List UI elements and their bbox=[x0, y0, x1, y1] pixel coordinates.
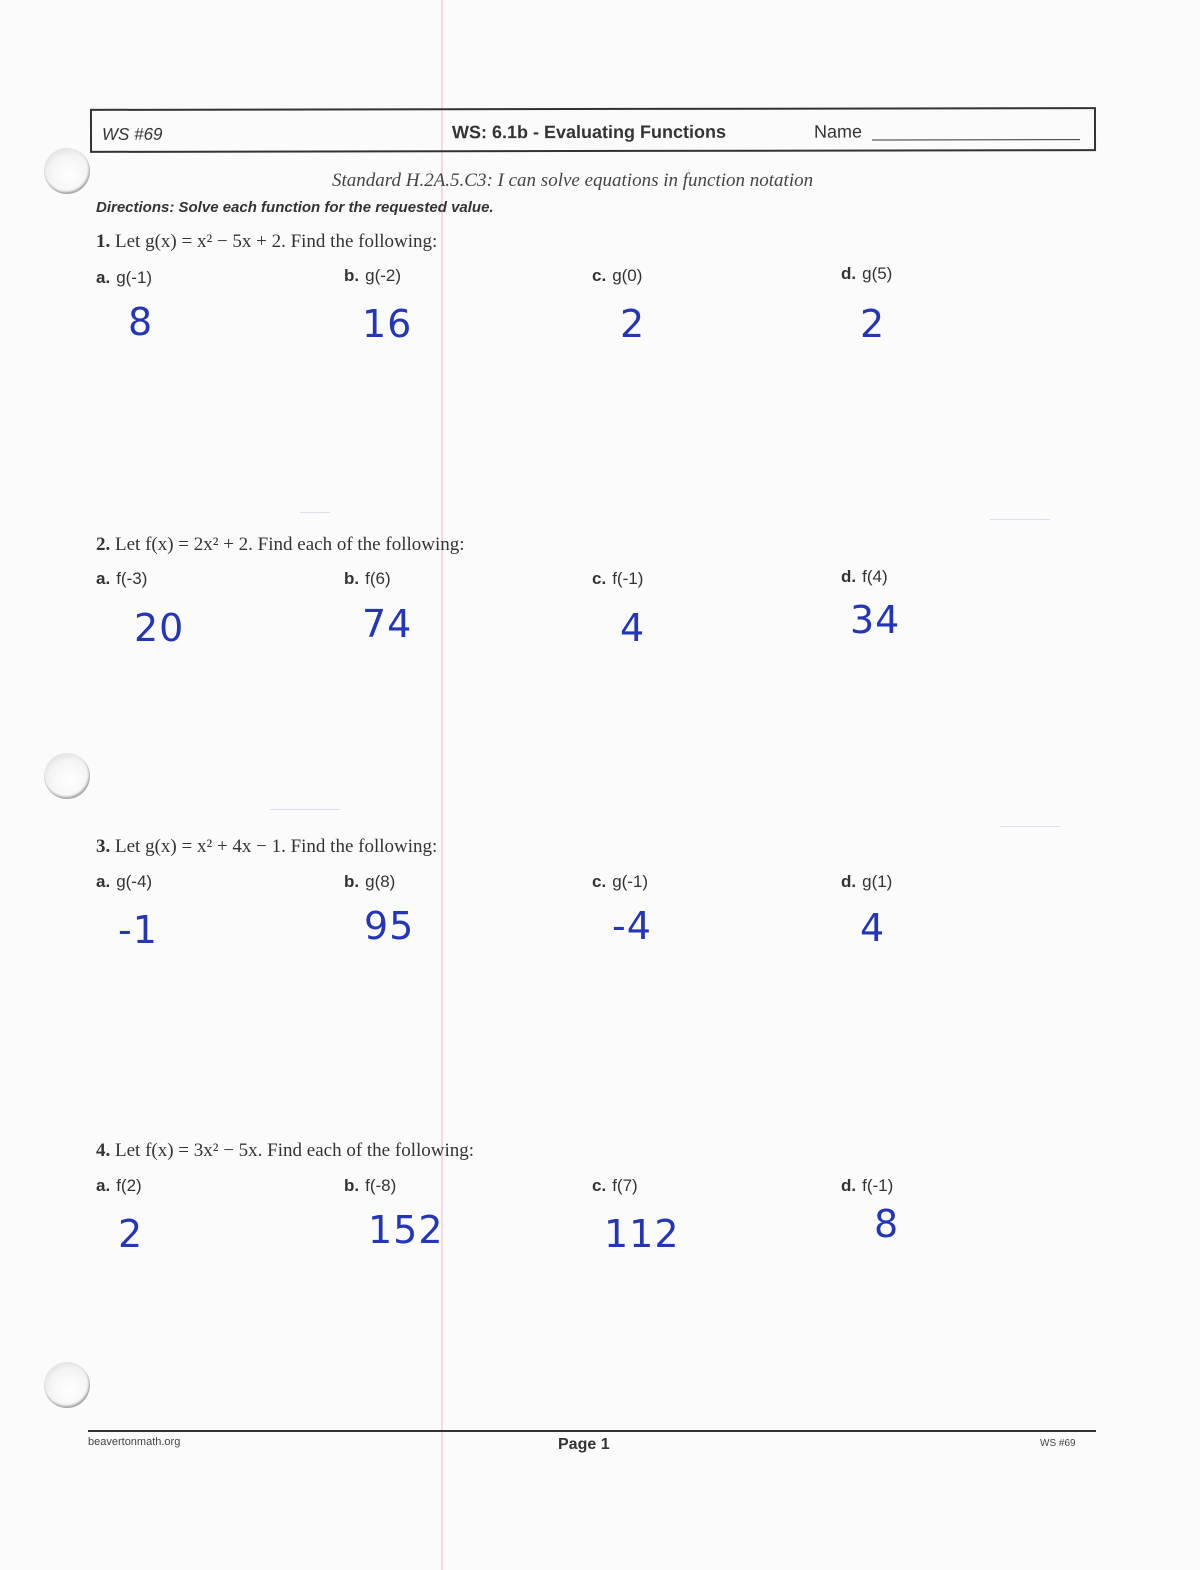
problem-2-statement: 2. Let f(x) = 2x² + 2. Find each of the following: bbox=[96, 534, 465, 555]
standard-statement: Standard H.2A.5.C3: I can solve equations in function notation bbox=[332, 170, 814, 191]
problem-4-part-a: a. f(2) bbox=[96, 1176, 142, 1195]
problem-3-answer-b: 95 bbox=[364, 904, 415, 948]
binder-hole-top bbox=[44, 148, 90, 194]
footer-page-number: Page 1 bbox=[558, 1436, 610, 1453]
binder-hole-bottom bbox=[44, 1362, 90, 1408]
name-label: Name bbox=[813, 121, 863, 142]
name-field[interactable] bbox=[872, 139, 1080, 140]
problem-1-part-b: b. g(-2) bbox=[344, 266, 402, 285]
binder-hole-middle bbox=[44, 753, 90, 799]
problem-4-part-d: d. f(-1) bbox=[841, 1176, 894, 1195]
problem-4-answer-d: 8 bbox=[874, 1202, 900, 1246]
footer-site: beavertonmath.org bbox=[88, 1436, 181, 1448]
problem-4-answer-b: 152 bbox=[368, 1208, 444, 1252]
problem-1-answer-c: 2 bbox=[620, 302, 646, 346]
problem-3-answer-a: -1 bbox=[118, 908, 158, 952]
problem-2-part-b: b. f(6) bbox=[344, 569, 391, 588]
problem-1-part-a: a. g(-1) bbox=[96, 268, 153, 287]
problem-4-answer-c: 112 bbox=[604, 1212, 680, 1256]
problem-3-part-c: c. g(-1) bbox=[592, 872, 649, 891]
problem-1-answer-d: 2 bbox=[860, 302, 886, 346]
problem-1-answer-b: 16 bbox=[362, 302, 413, 346]
footer-rule bbox=[88, 1430, 1096, 1432]
problem-3-part-a: a. g(-4) bbox=[96, 872, 153, 891]
footer-worksheet-number: WS #69 bbox=[1040, 1438, 1076, 1449]
problem-4-answer-a: 2 bbox=[118, 1212, 144, 1256]
problem-1-part-c: c. g(0) bbox=[592, 266, 643, 285]
header-box bbox=[90, 107, 1096, 153]
problem-1-statement: 1. Let g(x) = x² − 5x + 2. Find the following: bbox=[96, 231, 438, 252]
problem-2-part-a: a. f(-3) bbox=[96, 569, 148, 588]
problem-4-part-c: c. f(7) bbox=[592, 1176, 638, 1195]
problem-2-answer-d: 34 bbox=[850, 598, 901, 642]
problem-3-part-b: b. g(8) bbox=[344, 872, 396, 891]
problem-3-answer-c: -4 bbox=[612, 904, 652, 948]
problem-2-answer-a: 20 bbox=[134, 606, 185, 650]
problem-2-answer-c: 4 bbox=[620, 606, 646, 650]
problem-3-part-d: d. g(1) bbox=[841, 872, 893, 891]
worksheet-title: WS: 6.1b - Evaluating Functions bbox=[451, 121, 727, 143]
directions: Directions: Solve each function for the requested value. bbox=[96, 199, 494, 216]
worksheet-number: WS #69 bbox=[101, 124, 163, 144]
problem-2-part-c: c. f(-1) bbox=[592, 569, 644, 588]
problem-3-statement: 3. Let g(x) = x² + 4x − 1. Find the following: bbox=[96, 836, 438, 857]
problem-1-answer-a: 8 bbox=[128, 300, 154, 344]
problem-4-part-b: b. f(-8) bbox=[344, 1176, 397, 1195]
problem-1-part-d: d. g(5) bbox=[841, 264, 893, 283]
margin-line bbox=[441, 0, 443, 1570]
problem-2-part-d: d. f(4) bbox=[841, 567, 888, 586]
problem-4-statement: 4. Let f(x) = 3x² − 5x. Find each of the following: bbox=[96, 1140, 475, 1161]
problem-2-answer-b: 74 bbox=[362, 602, 413, 646]
problem-3-answer-d: 4 bbox=[860, 906, 886, 950]
